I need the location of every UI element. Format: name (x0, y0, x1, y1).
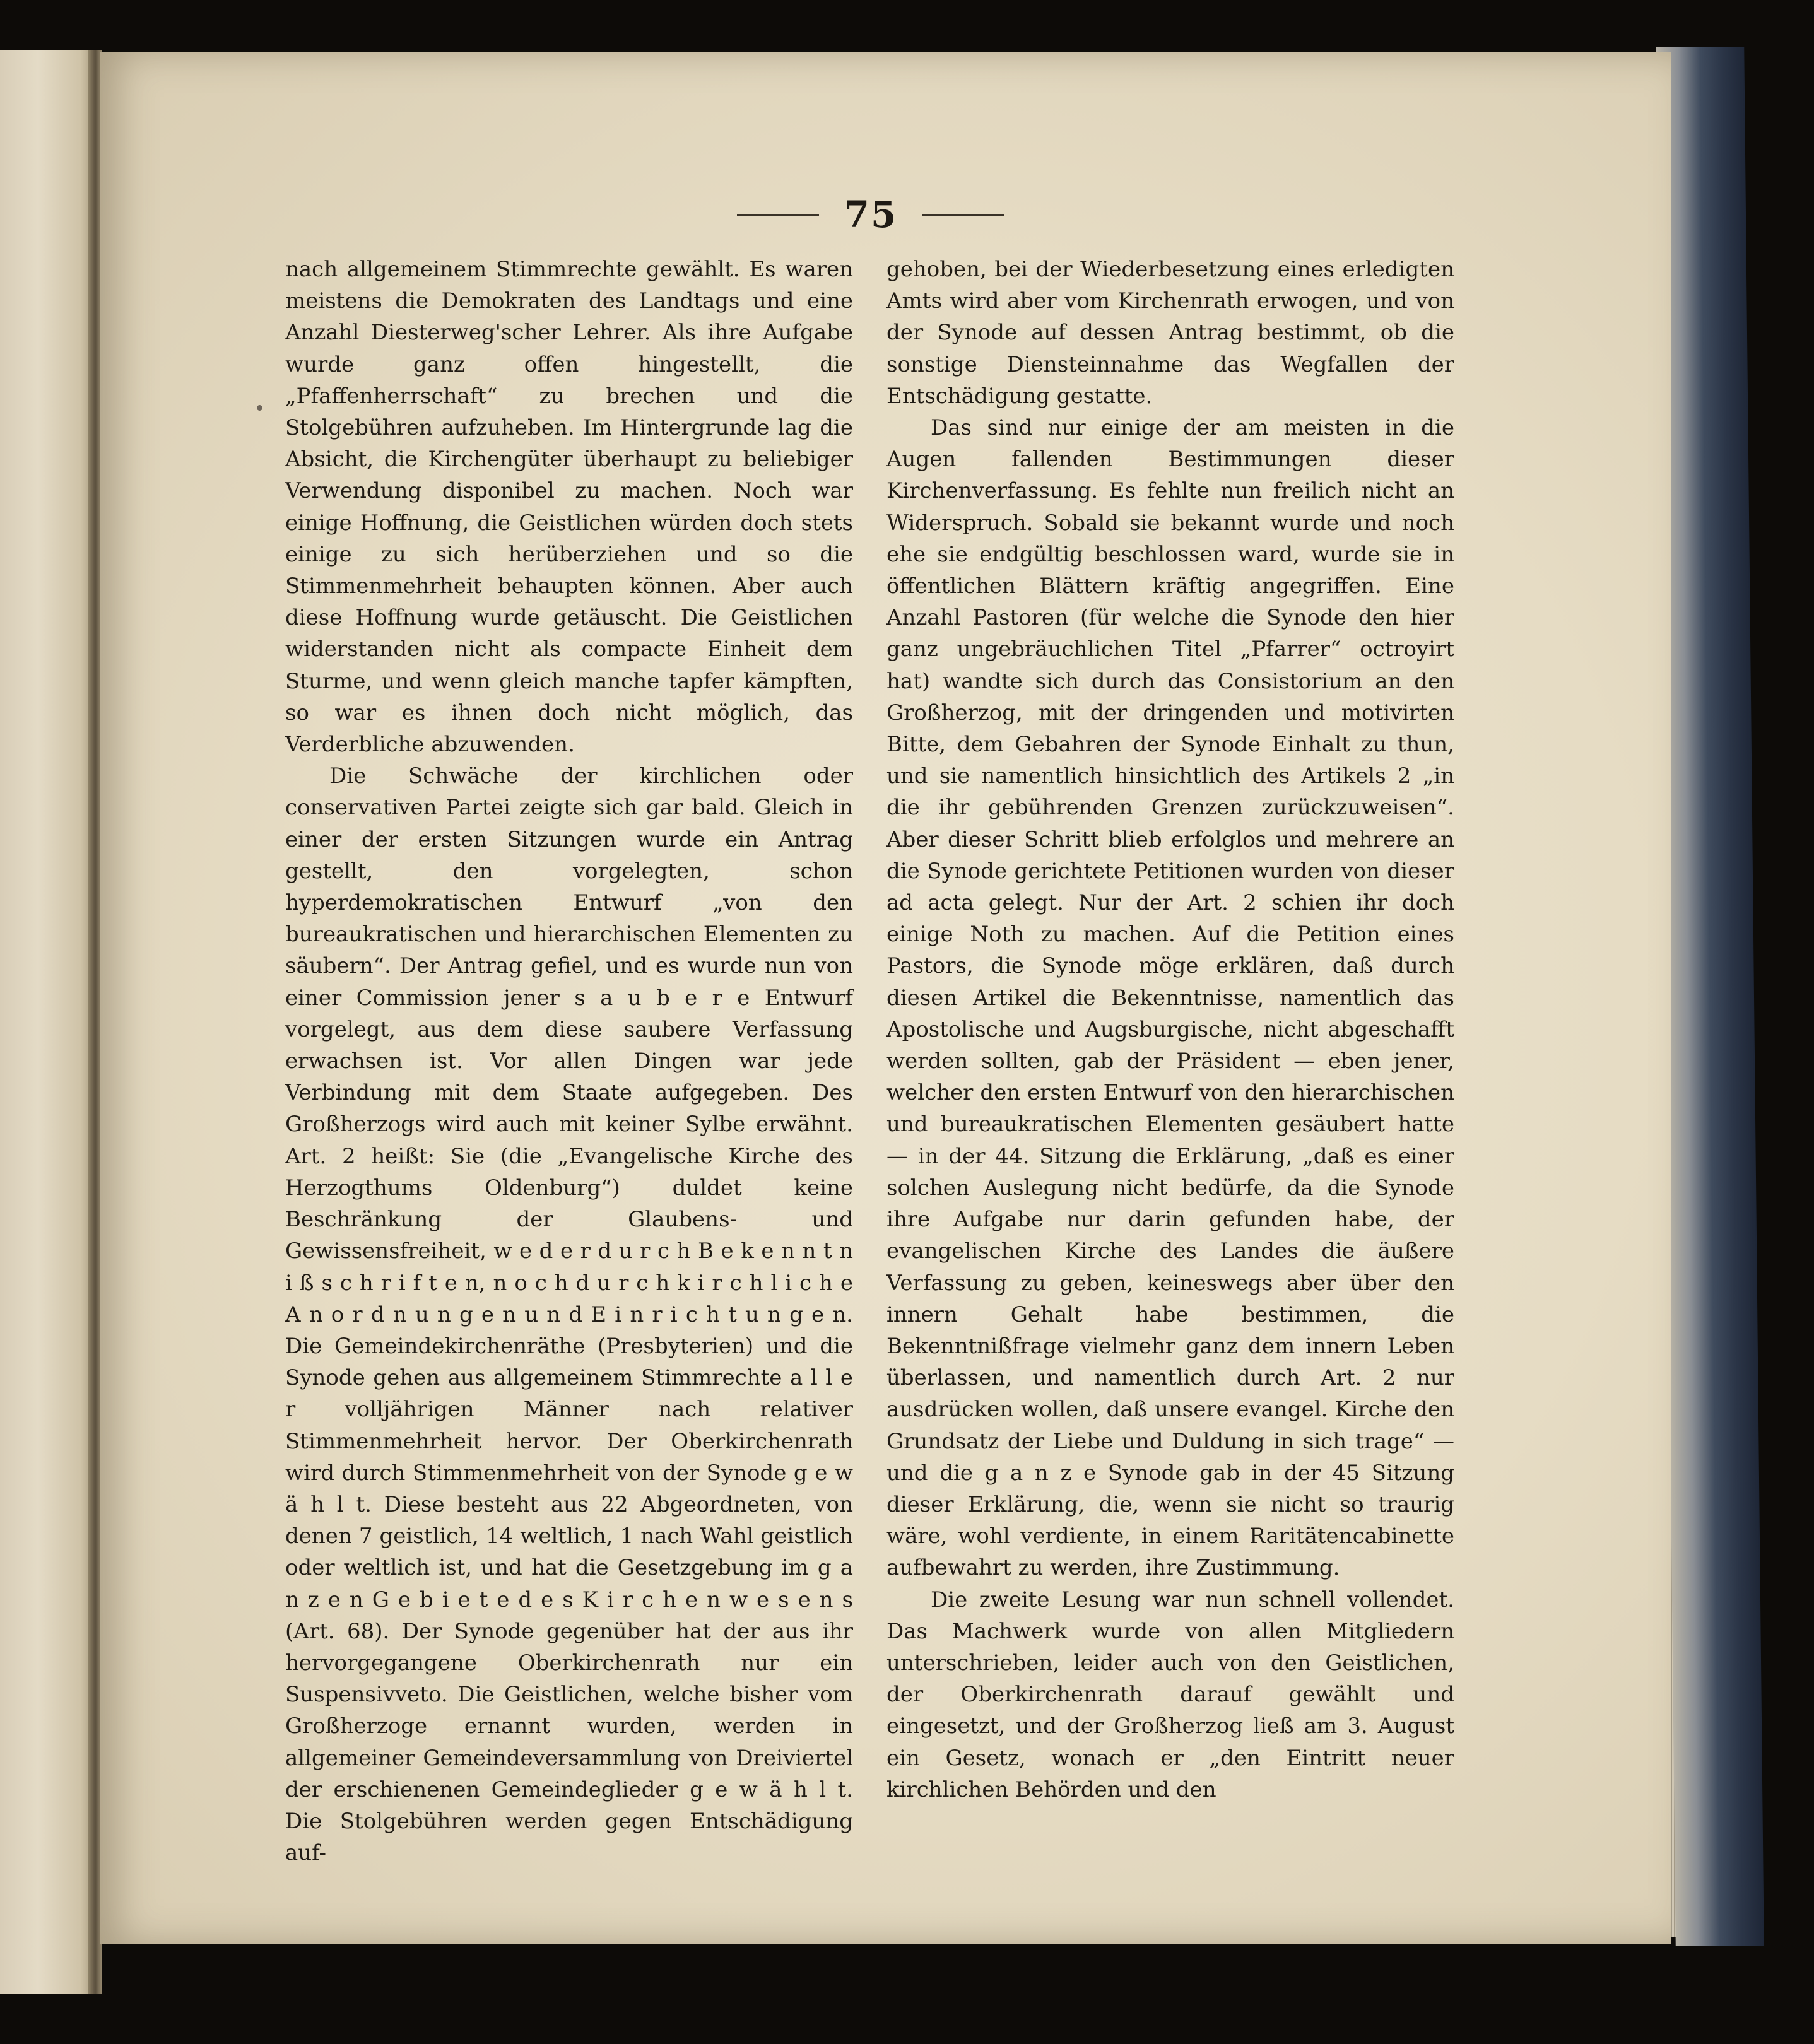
left-column (285, 254, 853, 1869)
header-rule-right (922, 214, 1004, 216)
margin-mark (257, 405, 262, 411)
page-header (726, 189, 1016, 240)
paragraph: Die Schwäche der kirchlichen oder conservativen Partei zeigte sich gar bald. Gleich in einer der ersten Sitzungen wurde ein Antrag gestellt, den vorgelegten, schon hyperdemokratischen Entwurf „von den bureaukratischen und hierarchischen Elementen zu säubern“. Der Antrag gefiel, und es wurde nun von einer Commission jener s a u b e r e Entwurf vorgelegt, aus dem diese saubere Verfassung erwachsen ist. Vor allen Dingen war jede Verbindung mit dem Staate aufgegeben. Des Großherzogs wird auch mit keiner Sylbe erwähnt. Art. 2 heißt: Sie (die „Evangelische Kirche des Herzogthums Oldenburg“) duldet keine Beschränkung der Glaubens- und Gewissensfreiheit, w e d e r d u r c h B e k e n n t n i ß s c h r i f t e n, n o c h d u r c h k i r c h l i c h e A n o r d n u n g e n u n d E i n r i c h t u n g e n. Die Gemeindekirchenräthe (Presbyterien) und die Synode gehen aus allgemeinem Stimmrechte a l l e r volljährigen Männer nach relativer Stimmenmehrheit hervor. Der Oberkirchenrath wird durch Stimmenmehrheit von der Synode g e w ä h l t. Diese besteht aus 22 Abgeordneten, von denen 7 geistlich, 14 weltlich, 1 nach Wahl geistlich oder weltlich ist, und hat die Gesetzgebung im g a n z e n G e b i e t e d e s K i r c h e n w e s e n s (Art. 68). Der Synode gegenüber hat der aus ihr hervorgegangene Oberkirchenrath nur ein Suspensivveto. Die Geistlichen, welche bisher vom Großherzoge ernannt wurden, werden in allgemeiner Gemeindeversammlung von Dreiviertel der erschienenen Gemeindeglieder g e w ä h l t. Die Stolgebühren werden gegen Entschädigung auf- (285, 763, 853, 1866)
paragraph: nach allgemeinem Stimmrechte gewählt. Es waren meistens die Demokraten des Landtags und eine Anzahl Diesterweg'scher Lehrer. Als ihre Aufgabe wurde ganz offen hingestellt, die „Pfaffenherrschaft“ zu brechen und die Stolgebühren aufzuheben. Im Hintergrunde lag die Absicht, die Kirchengüter überhaupt zu beliebiger Verwendung disponibel zu machen. Noch war einige Hoffnung, die Geistlichen würden doch stets einige zu sich herüberziehen und so die Stimmenmehrheit behaupten können. Aber auch diese Hoffnung wurde getäuscht. Die Geistlichen widerstanden nicht als compacte Einheit dem Sturme, und wenn gleich manche tapfer kämpften, so war es ihnen doch nicht möglich, das Verderbliche abzuwenden. (285, 257, 853, 758)
header-rule-left (737, 214, 819, 216)
paragraph: Das sind nur einige der am meisten in die Augen fallenden Bestimmungen dieser Kirchenverfassung. Es fehlte nun freilich nicht an Widerspruch. Sobald sie bekannt wurde und noch ehe sie endgültig beschlossen ward, wurde sie in öffentlichen Blättern kräftig angegriffen. Eine Anzahl Pastoren (für welche die Synode den hier ganz ungebräuchlichen Titel „Pfarrer“ octroyirt hat) wandte sich durch das Consistorium an den Großherzog, mit der dringenden und motivirten Bitte, dem Gebahren der Synode Einhalt zu thun, und sie namentlich hinsichtlich des Artikels 2 „in die ihr gebührenden Grenzen zurückzuweisen“. Aber dieser Schritt blieb erfolglos und mehrere an die Synode gerichtete Petitionen wurden von dieser ad acta gelegt. Nur der Art. 2 schien ihr doch einige Noth zu machen. Auf die Petition eines Pastors, die Synode möge erklären, daß durch diesen Artikel die Bekenntnisse, namentlich das Apostolische und Augsburgische, nicht abgeschafft werden sollten, gab der Präsident — eben jener, welcher den ersten Entwurf von den hierarchischen und bureaukratischen Elementen gesäubert hatte — in der 44. Sitzung die Erklärung, „daß es einer solchen Auslegung nicht bedürfe, da die Synode ihre Aufgabe nur darin gefunden habe, der evangelischen Kirche des Landes die äußere Verfassung zu geben, keineswegs aber über den innern Gehalt habe bestimmen, die Bekenntnißfrage vielmehr ganz dem innern Leben überlassen, und namentlich durch Art. 2 nur ausdrücken wollen, daß unsere evangel. Kirche den Grundsatz der Liebe und Duldung in sich trage“ — und die g a n z e Synode gab in der 45 Sitzung dieser Erklärung, die, wenn sie nicht so traurig wäre, wohl verdiente, in einem Raritätencabinette aufbewahrt zu werden, ihre Zustimmung. (886, 415, 1454, 1581)
paragraph: gehoben, bei der Wiederbesetzung eines erledigten Amts wird aber vom Kirchenrath erwogen, und von der Synode auf dessen Antrag bestimmt, ob die sonstige Diensteinnahme das Wegfallen der Entschädigung gestatte. (886, 257, 1454, 409)
page-number: 75 (844, 193, 898, 236)
paragraph: Die zweite Lesung war nun schnell vollendet. Das Machwerk wurde von allen Mitgliedern unterschrieben, leider auch von den Geistlichen, der Oberkirchenrath darauf gewählt und eingesetzt, und der Großherzog ließ am 3. August ein Gesetz, wonach er „den Eintritt neuer kirchlichen Behörden und den (886, 1587, 1454, 1802)
facing-page-edge (0, 50, 95, 1994)
right-column (886, 254, 1454, 1806)
